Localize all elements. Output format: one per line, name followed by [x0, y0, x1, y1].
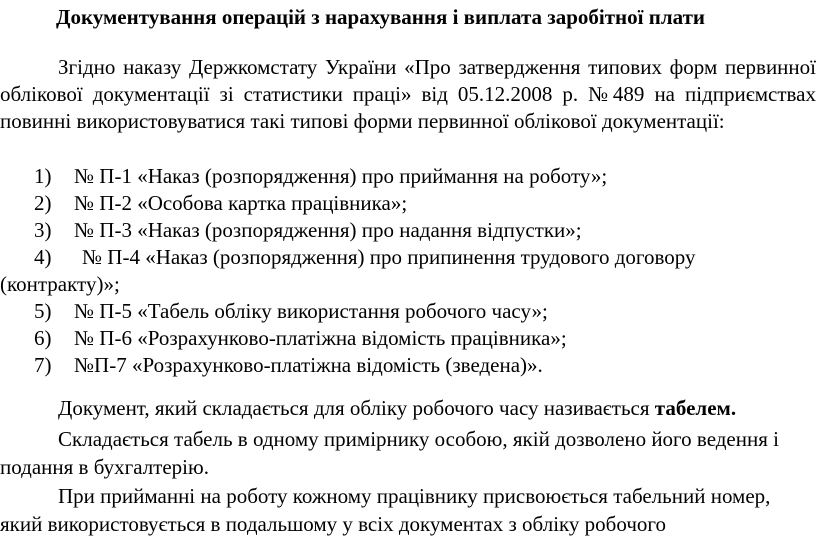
list-item-number: 2) — [34, 191, 52, 215]
list-item-text: № П-1 «Наказ (розпорядження) про приймання на роботу»; — [74, 164, 608, 188]
personnel-number-paragraph: При прийманні на роботу кожному працівнику присвоюється табельний номер, який використовується в подальшому у всіх документах з обліку робочого — [0, 484, 771, 536]
list-item-text: № П-6 «Розрахунково-платіжна відомість працівника»; — [74, 326, 567, 350]
list-item-number: 5) — [34, 299, 52, 323]
intro-paragraph: Згідно наказу Держкомстату України «Про затвердження типових форм первинної облікової документації зі статистики праці» від 05.12.2008 р. №489 на підприємствах повинні використовуватися такі типові форми первинної облікової документації: — [0, 55, 816, 133]
list-item — [0, 190, 816, 217]
timesheet-copy-paragraph: Складається табель в одному примірнику особою, якій дозволено його ведення і подання в бухгалтерію. — [0, 427, 779, 479]
list-item-text: №П-7 «Розрахунково-платіжна відомість (зведена)». — [74, 353, 543, 377]
document-title: Документування операцій з нарахування і виплата заробітної плати — [56, 5, 705, 29]
list-item-text: № П-2 «Особова картка працівника»; — [74, 191, 408, 215]
list-item — [0, 298, 816, 325]
list-item-number: 1) — [34, 164, 52, 188]
list-item-number: 7) — [34, 353, 52, 377]
list-item-number: 6) — [34, 326, 52, 350]
list-item-number: 3) — [34, 218, 52, 242]
list-item-number: 4) — [34, 245, 52, 269]
timesheet-text: Документ, який складається для обліку робочого часу називається — [58, 396, 655, 420]
timesheet-paragraph — [0, 394, 816, 422]
list-item-text: № П-3 «Наказ (розпорядження) про надання відпустки»; — [74, 218, 582, 242]
list-item — [0, 163, 816, 190]
list-item-text: № П-4 «Наказ (розпорядження) про припинення трудового договору (контракту)»; — [0, 245, 696, 296]
timesheet-term: табелем. — [654, 396, 737, 420]
list-item — [0, 217, 816, 244]
list-item — [0, 325, 816, 352]
list-item — [0, 352, 816, 379]
list-item-text: № П-5 «Табель обліку використання робочого часу»; — [74, 299, 548, 323]
list-item — [0, 244, 816, 298]
forms-list — [0, 163, 816, 379]
